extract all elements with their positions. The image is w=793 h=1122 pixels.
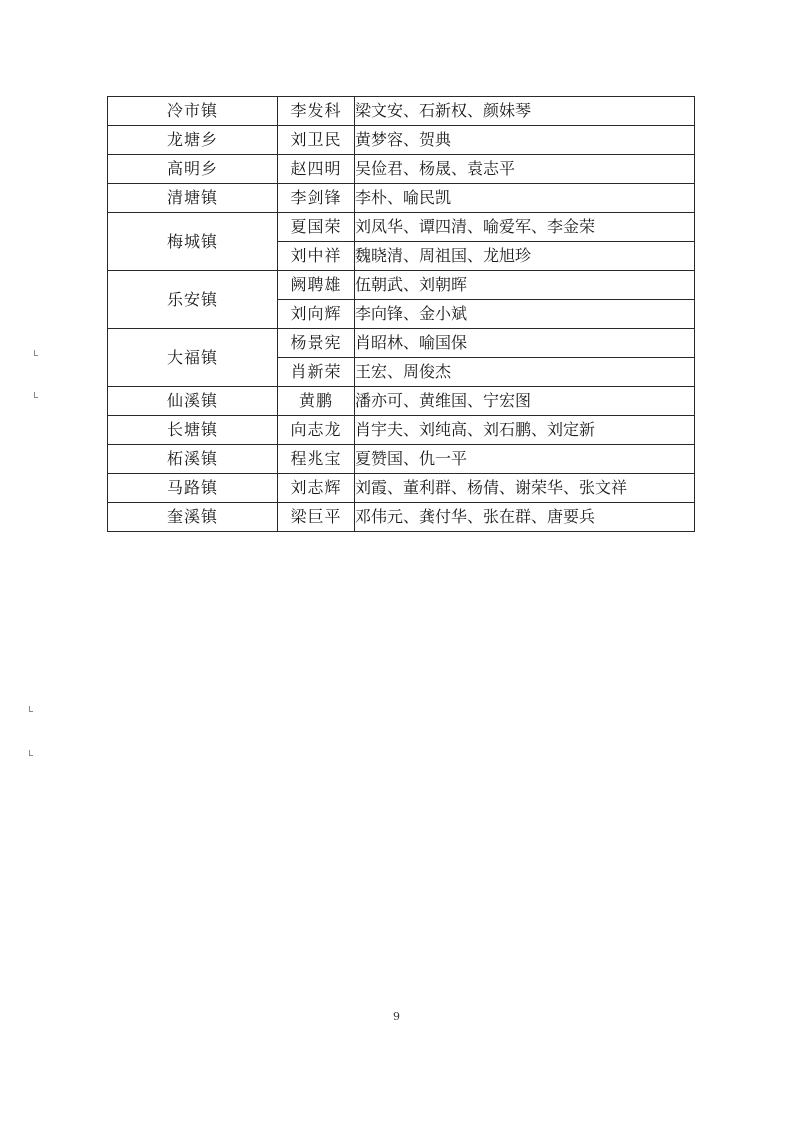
- town-cell: 冷市镇: [108, 97, 278, 126]
- table-row: [108, 416, 695, 445]
- scan-mark: [29, 750, 33, 756]
- members-cell: 刘霞、董利群、杨倩、谢荣华、张文祥: [355, 474, 695, 503]
- members-cell: 邓伟元、龚付华、张在群、唐要兵: [355, 503, 695, 532]
- members-cell: 梁文安、石新权、颜妹琴: [355, 97, 695, 126]
- town-cell: 乐安镇: [108, 271, 278, 329]
- leader-cell: 刘志辉: [278, 474, 355, 503]
- table-row: [108, 97, 695, 126]
- town-cell: 清塘镇: [108, 184, 278, 213]
- leader-cell: 刘卫民: [278, 126, 355, 155]
- leader-cell: 向志龙: [278, 416, 355, 445]
- leader-cell: 刘中祥: [278, 242, 355, 271]
- table-row: [108, 184, 695, 213]
- table-row: [108, 213, 695, 242]
- members-cell: 黄梦容、贺典: [355, 126, 695, 155]
- scan-mark: [29, 706, 33, 712]
- members-cell: 肖宇夫、刘纯高、刘石鹏、刘定新: [355, 416, 695, 445]
- town-cell: 梅城镇: [108, 213, 278, 271]
- town-cell: 柘溪镇: [108, 445, 278, 474]
- members-cell: 王宏、周俊杰: [355, 358, 695, 387]
- town-cell: 高明乡: [108, 155, 278, 184]
- members-cell: 吴俭君、杨晟、袁志平: [355, 155, 695, 184]
- members-cell: 李向锋、金小斌: [355, 300, 695, 329]
- page-number: 9: [393, 1010, 400, 1023]
- scan-mark: [34, 350, 38, 356]
- members-cell: 肖昭林、喻国保: [355, 329, 695, 358]
- leader-cell: 杨景宪: [278, 329, 355, 358]
- table-row: [108, 329, 695, 358]
- leader-cell: 赵四明: [278, 155, 355, 184]
- members-cell: 李朴、喻民凯: [355, 184, 695, 213]
- leader-cell: 梁巨平: [278, 503, 355, 532]
- town-cell: 马路镇: [108, 474, 278, 503]
- table-row: [108, 155, 695, 184]
- table-row: [108, 126, 695, 155]
- leader-cell: 夏国荣: [278, 213, 355, 242]
- town-cell: 龙塘乡: [108, 126, 278, 155]
- leader-cell: 肖新荣: [278, 358, 355, 387]
- leader-cell: 刘向辉: [278, 300, 355, 329]
- town-cell: 仙溪镇: [108, 387, 278, 416]
- leader-cell: 程兆宝: [278, 445, 355, 474]
- table-row: [108, 474, 695, 503]
- members-cell: 潘亦可、黄维国、宁宏图: [355, 387, 695, 416]
- table-row: [108, 445, 695, 474]
- assignment-table-body: [108, 97, 695, 532]
- assignment-table: [107, 96, 695, 532]
- members-cell: 刘凤华、谭四清、喻爱军、李金荣: [355, 213, 695, 242]
- members-cell: 伍朝武、刘朝晖: [355, 271, 695, 300]
- members-cell: 魏晓清、周祖国、龙旭珍: [355, 242, 695, 271]
- members-cell: 夏赞国、仇一平: [355, 445, 695, 474]
- table-row: [108, 503, 695, 532]
- table-row: [108, 271, 695, 300]
- town-cell: 大福镇: [108, 329, 278, 387]
- leader-cell: 黄鹏: [278, 387, 355, 416]
- town-cell: 奎溪镇: [108, 503, 278, 532]
- leader-cell: 李剑锋: [278, 184, 355, 213]
- table-row: [108, 387, 695, 416]
- town-cell: 长塘镇: [108, 416, 278, 445]
- leader-cell: 阙聘雄: [278, 271, 355, 300]
- leader-cell: 李发科: [278, 97, 355, 126]
- scan-mark: [34, 392, 38, 398]
